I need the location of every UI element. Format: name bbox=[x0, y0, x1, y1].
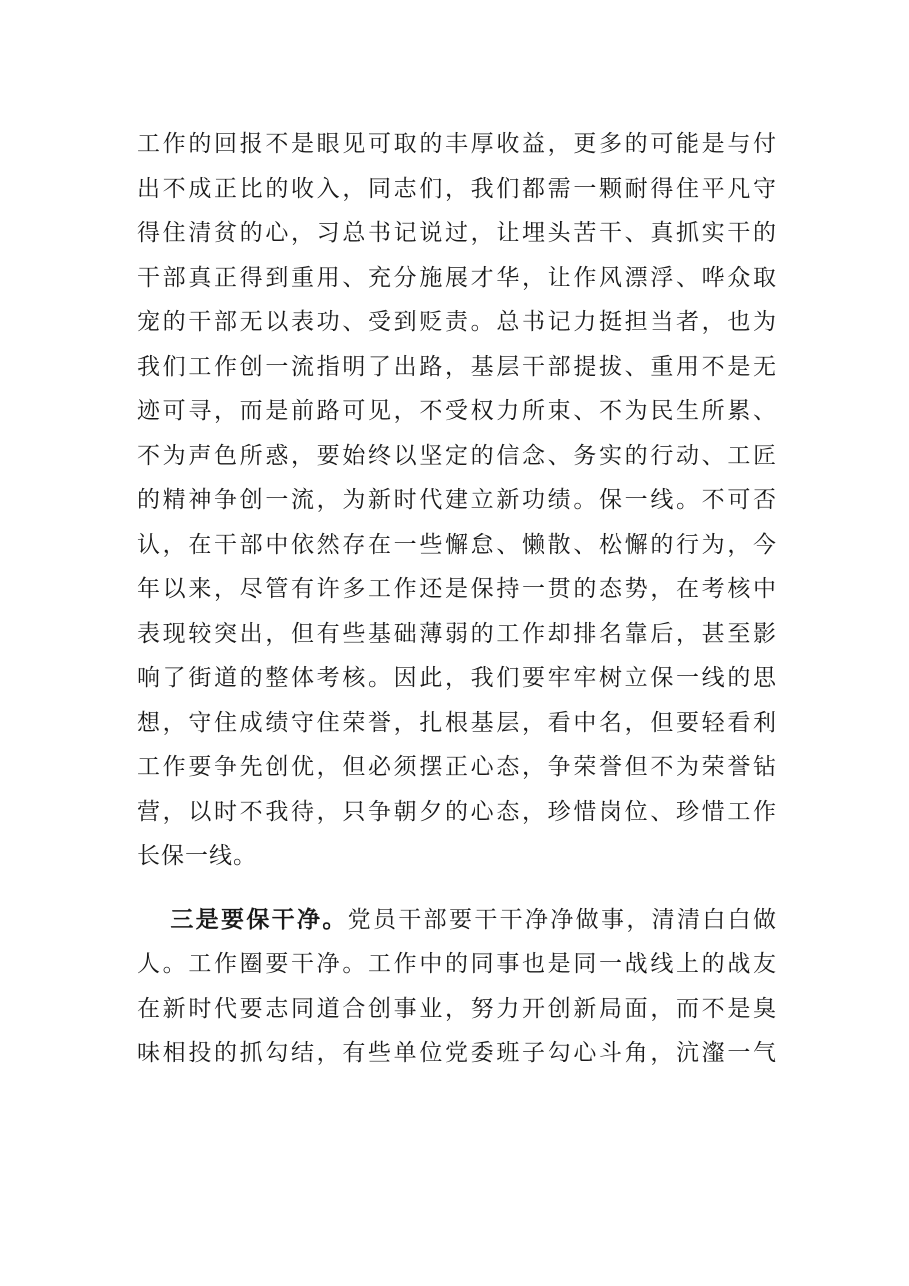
section-heading: 三是要保干净。 bbox=[169, 905, 348, 933]
text-line: 宠的干部无以表功、受到贬责。总书记力挺担当者，也为 bbox=[137, 309, 777, 335]
text-line: 人。工作圈要干净。工作中的同事也是同一战线上的战友 bbox=[137, 951, 777, 977]
text-line: 响了街道的整体考核。因此，我们要牢牢树立保一线的思 bbox=[137, 665, 777, 691]
text-line: 表现较突出，但有些基础薄弱的工作却排名靠后，甚至影 bbox=[137, 620, 777, 647]
text-line: 不为声色所惑，要始终以坚定的信念、务实的行动、工匠 bbox=[137, 442, 777, 469]
paragraph-spacer bbox=[137, 879, 777, 898]
text-line: 营，以时不我待，只争朝夕的心态，珍惜岗位、珍惜工作 bbox=[137, 798, 777, 825]
text-line: 年以来，尽管有许多工作还是保持一贯的态势，在考核中 bbox=[137, 576, 777, 602]
paragraph-1 bbox=[137, 122, 777, 879]
text-line: 在新时代要志同道合创事业，努力开创新局面，而不是臭 bbox=[137, 995, 777, 1022]
text-line: 的精神争创一流，为新时代建立新功绩。保一线。不可否 bbox=[137, 487, 777, 513]
document-body bbox=[137, 122, 777, 1076]
text-line: 迹可寻，而是前路可见，不受权力所束、不为民生所累、 bbox=[137, 398, 777, 424]
text-line: 出不成正比的收入，同志们，我们都需一颗耐得住平凡守 bbox=[137, 175, 777, 202]
text-line: 我们工作创一流指明了出路，基层干部提拔、重用不是无 bbox=[137, 353, 777, 380]
text-line: 干部真正得到重用、充分施展才华，让作风漂浮、哗众取 bbox=[137, 264, 777, 291]
text-line: 工作要争先创优，但必须摆正心态，争荣誉但不为荣誉钻 bbox=[137, 754, 777, 780]
text-line: 味相投的抓勾结，有些单位党委班子勾心斗角，沆瀣一气 bbox=[137, 1040, 777, 1066]
heading-line-text: 党员干部要干干净净做事，清清白白做 bbox=[347, 906, 778, 933]
paragraph-2 bbox=[137, 898, 777, 1076]
text-line: 长保一线。 bbox=[137, 843, 257, 869]
text-line: 工作的回报不是眼见可取的丰厚收益，更多的可能是与付 bbox=[137, 131, 777, 157]
text-line: 想，守住成绩守住荣誉，扎根基层，看中名，但要轻看利 bbox=[137, 709, 777, 736]
text-line: 认，在干部中依然存在一些懈怠、懒散、松懈的行为，今 bbox=[137, 531, 777, 558]
text-line-first bbox=[137, 898, 777, 943]
text-line: 得住清贫的心，习总书记说过，让埋头苦干、真抓实干的 bbox=[137, 220, 777, 246]
